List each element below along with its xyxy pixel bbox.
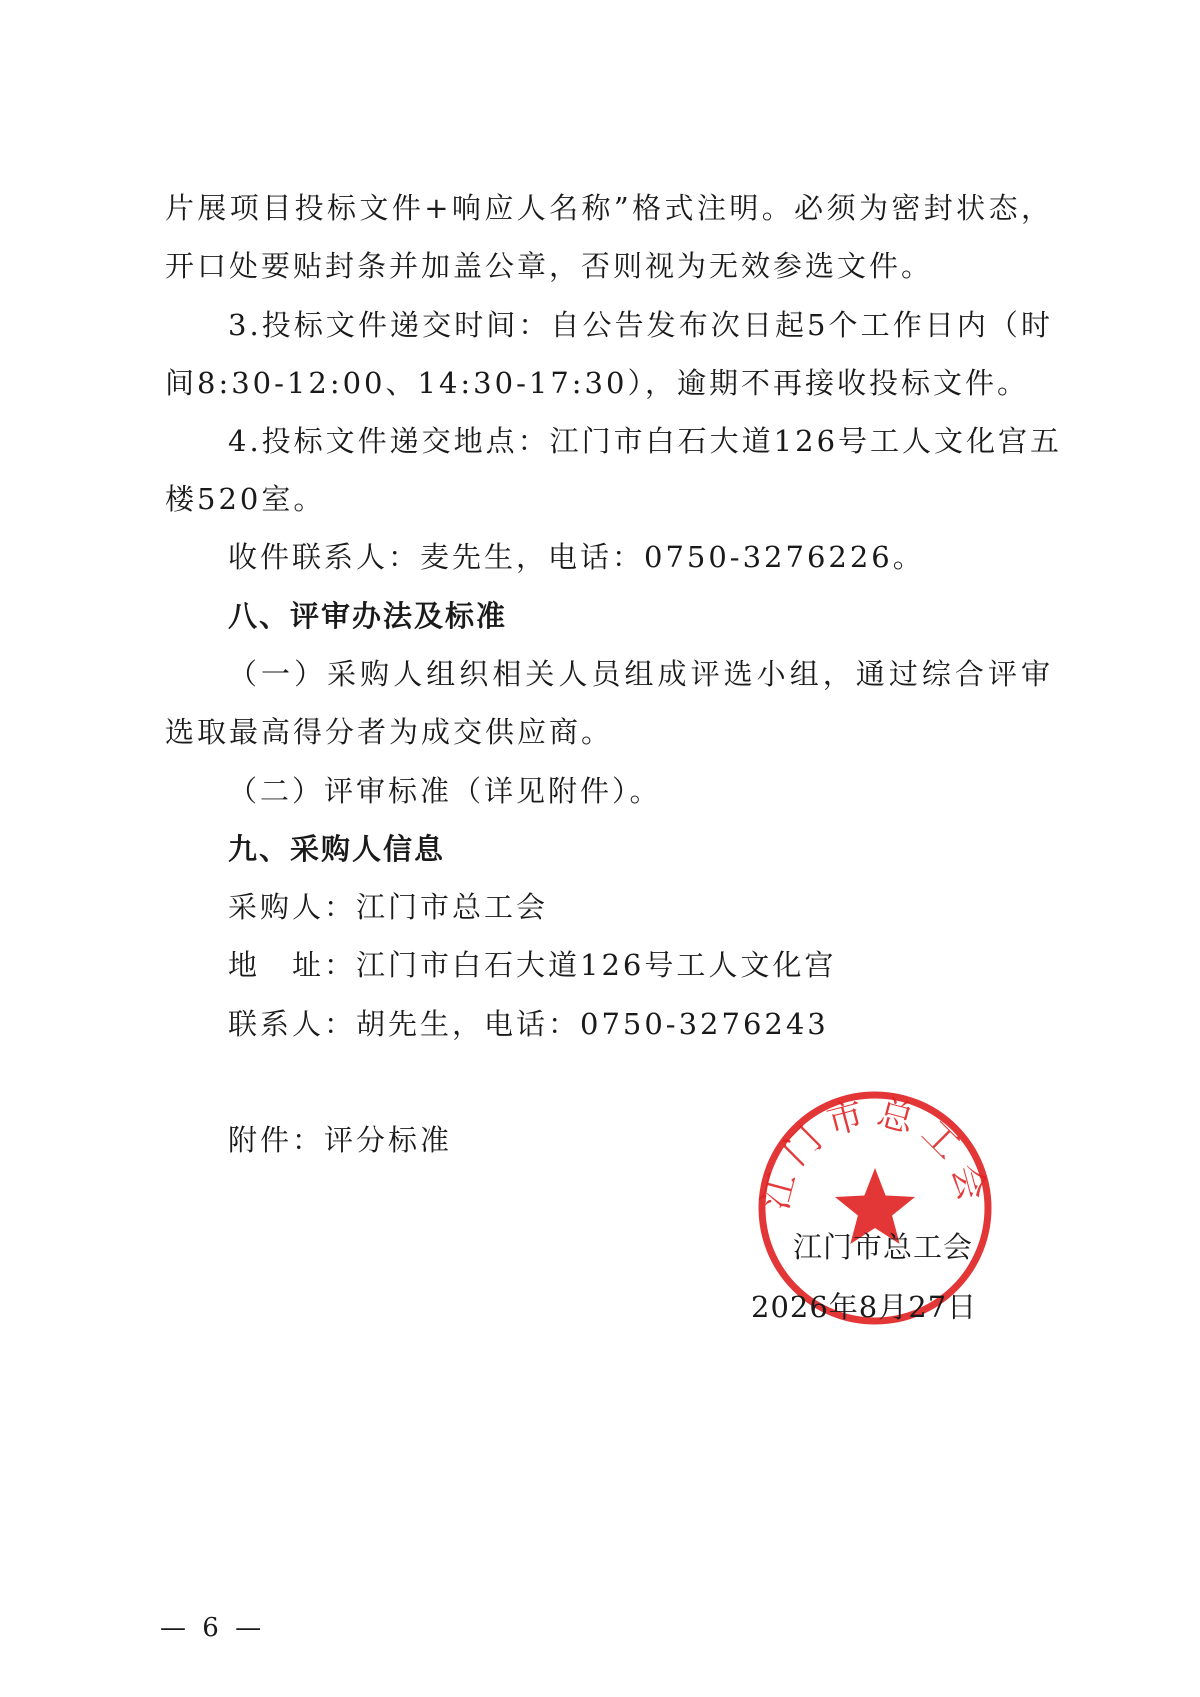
section-heading: 九、采购人信息 — [228, 832, 446, 866]
body-line: （一）采购人组织相关人员组成评选小组，通过综合评审 — [228, 657, 1053, 691]
body-line: 楼520室。 — [165, 482, 326, 516]
body-line: 采购人：江门市总工会 — [228, 890, 549, 924]
body-line: （二）评审标准（详见附件）。 — [228, 774, 662, 808]
signature-date: 2026年8月27日 — [751, 1290, 978, 1324]
body-line: 联系人：胡先生，电话：0750-3276243 — [228, 1007, 829, 1041]
attachment-line: 附件：评分标准 — [228, 1123, 453, 1157]
body-line: 4.投标文件递交地点：江门市白石大道126号工人文化宫五 — [228, 424, 1063, 458]
page-number: — 6 — — [160, 1613, 266, 1643]
body-line: 片展项目投标文件+响应人名称”格式注明。必须为密封状态， — [165, 191, 1053, 225]
body-line: 间8:30-12:00、14:30-17:30），逾期不再接收投标文件。 — [165, 366, 1029, 400]
body-line: 收件联系人：麦先生，电话：0750-3276226。 — [228, 540, 925, 574]
body-line: 选取最高得分者为成交供应商。 — [165, 715, 614, 749]
seal-text: 江门市总工会 — [755, 1092, 995, 1214]
section-heading: 八、评审办法及标准 — [228, 599, 508, 633]
body-line: 3.投标文件递交时间：自公告发布次日起5个工作日内（时 — [228, 308, 1053, 342]
signature-org: 江门市总工会 — [793, 1230, 974, 1264]
body-line: 开口处要贴封条并加盖公章，否则视为无效参选文件。 — [165, 249, 934, 283]
body-line: 地 址：江门市白石大道126号工人文化宫 — [228, 948, 837, 982]
